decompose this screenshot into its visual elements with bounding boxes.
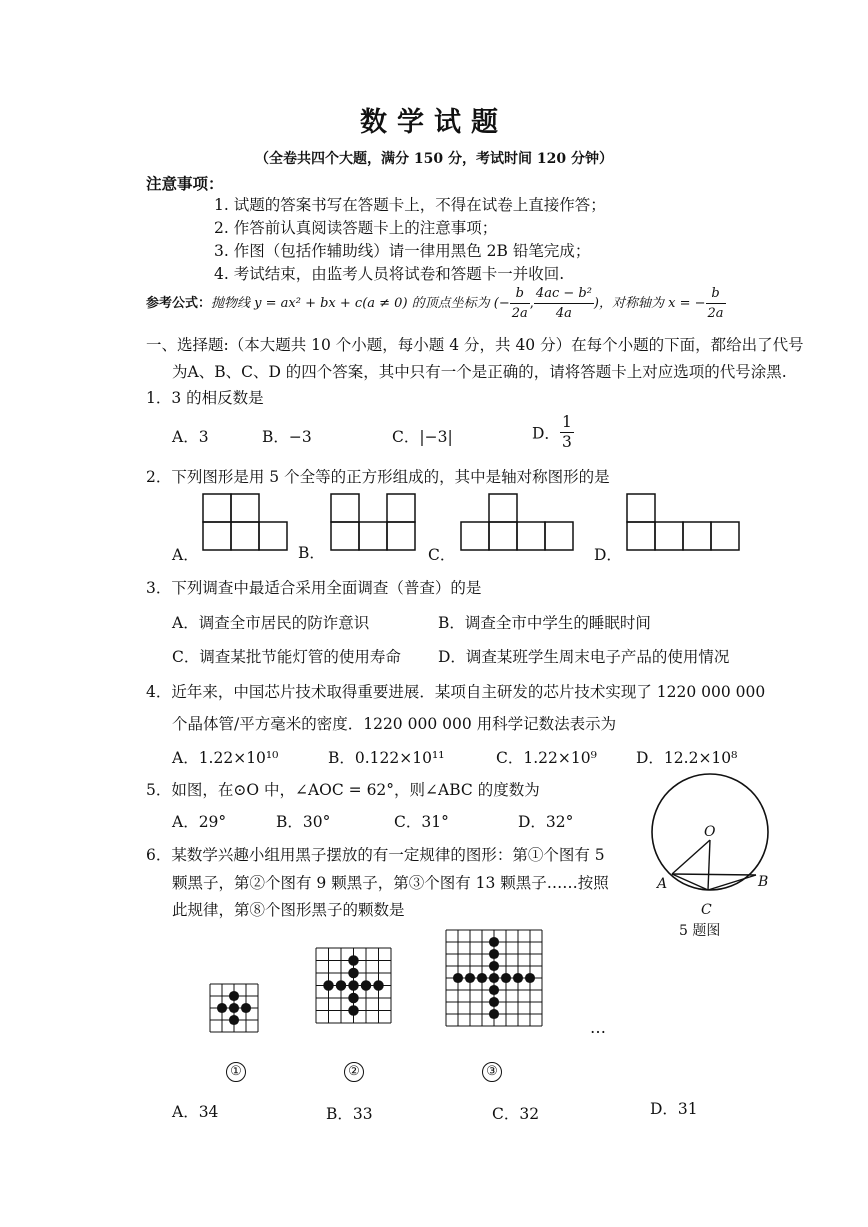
question-4-stem: 4．近年来，中国芯片技术取得重要进展．某项自主研发的芯片技术实现了 1220 000 000 [146, 683, 766, 701]
note-item: 2. 作答前认真阅读答题卡上的注意事项； [214, 219, 498, 237]
black-stone [489, 937, 499, 947]
q5-option-b: B．30° [276, 813, 331, 831]
black-stone [477, 973, 487, 983]
question-5-stem: 5．如图，在⊙O 中，∠AOC = 62°，则∠ABC 的度数为 [146, 781, 540, 799]
q2-option-c: C． [428, 546, 456, 564]
reference-formula: 参考公式：抛物线 y = ax² + bx + c(a ≠ 0) 的顶点坐标为 (− $\frac{b}{2a}$ , $\frac{\text{4ac − b²}}{4a}$ )，对称轴为 x = − $\frac{b}{2a}$ [146, 286, 724, 321]
pattern-figure-3 [442, 926, 546, 1030]
q5-option-a: A．29° [172, 813, 227, 831]
figure-3-label: ③ [482, 1060, 502, 1082]
black-stone [373, 980, 384, 991]
figure-caption: 5 题图 [679, 923, 721, 939]
page-subtitle: （全卷共四个大题，满分 150 分，考试时间 120 分钟） [255, 151, 613, 167]
formula-label: 参考公式： [146, 296, 212, 311]
formula-text-1: 抛物线 y = ax² + bx + c(a ≠ 0) 的顶点坐标为 (− [211, 296, 510, 311]
q6-option-a: A．34 [172, 1103, 219, 1121]
black-stone [361, 980, 372, 991]
q4-option-c: C．1.22×10⁹ [496, 749, 597, 767]
section-instruction: 为A、B、C、D 的四个答案，其中只有一个是正确的，请将答题卡上对应选项的代号涂黑. [172, 363, 787, 381]
formula-fraction: $\frac{\text{4ac − b²}}{4a}$ [535, 286, 592, 321]
q6-option-d: D．31 [650, 1100, 698, 1118]
page-title: 数学试题 [360, 107, 508, 138]
question-6-stem: 6．某数学兴趣小组用黑子摆放的有一定规律的图形：第①个图有 5 [146, 846, 605, 864]
q3-option-b: B．调查全市中学生的睡眠时间 [438, 614, 651, 632]
question-1-stem: 1．3 的相反数是 [146, 389, 264, 407]
black-stone [453, 973, 463, 983]
notes-heading: 注意事项： [146, 174, 224, 193]
label-a: A [657, 876, 668, 892]
q2-figure-b [330, 493, 420, 553]
q1-option-c: C．|−3| [392, 428, 453, 446]
q2-option-a: A． [172, 546, 199, 564]
question-4-stem: 个晶体管/平方毫米的密度．1220 000 000 用科学记数法表示为 [172, 715, 617, 733]
note-item: 4. 考试结束，由监考人员将试卷和答题卡一并收回. [214, 265, 565, 283]
q5-option-c: C．31° [394, 813, 449, 831]
q3-option-d: D．调查某班学生周末电子产品的使用情况 [438, 648, 730, 666]
q5-option-d: D．32° [518, 813, 574, 831]
q3-option-c: C．调查某批节能灯管的使用寿命 [172, 648, 401, 666]
q2-figure-c [460, 493, 580, 553]
q3-option-a: A．调查全市居民的防诈意识 [172, 614, 370, 632]
black-stone [489, 997, 499, 1007]
black-stone [465, 973, 475, 983]
q2-figure-a [202, 493, 292, 553]
black-stone [229, 1003, 239, 1013]
q2-option-d: D． [594, 546, 622, 564]
label-c: C [701, 902, 712, 918]
black-stone [348, 993, 359, 1004]
question-3-stem: 3．下列调查中最适合采用全面调查（普查）的是 [146, 579, 482, 597]
black-stone [241, 1003, 251, 1013]
section-instruction: 一、选择题:（本大题共 10 个小题，每小题 4 分，共 40 分）在每个小题的下面，都给出了代号 [146, 336, 804, 354]
q1-option-b: B．−3 [262, 428, 312, 446]
black-stone [348, 955, 359, 966]
label-o: O [704, 824, 716, 840]
q4-option-b: B．0.122×10¹¹ [328, 749, 445, 767]
black-stone [489, 985, 499, 995]
q6-option-b: B．33 [326, 1105, 373, 1123]
black-stone [217, 1003, 227, 1013]
question-6-stem: 颗黑子，第②个图有 9 颗黑子，第③个图有 13 颗黑子……按照 [172, 874, 609, 892]
black-stone [229, 1015, 239, 1025]
formula-text-2: )，对称轴为 x = − [593, 296, 706, 311]
q4-option-a: A．1.22×10¹⁰ [172, 749, 279, 767]
q6-option-c: C．32 [492, 1105, 540, 1123]
black-stone [489, 1009, 499, 1019]
black-stone [229, 991, 239, 1001]
black-stone [336, 980, 347, 991]
black-stone [489, 961, 499, 971]
black-stone [348, 968, 359, 979]
black-stone [348, 980, 359, 991]
q4-option-d: D．12.2×10⁸ [636, 749, 738, 767]
note-item: 3. 作图（包括作辅助线）请一律用黑色 2B 铅笔完成； [214, 242, 591, 260]
black-stone [489, 973, 499, 983]
q1-option-a: A．3 [172, 428, 209, 446]
black-stone [501, 973, 511, 983]
black-stone [323, 980, 334, 991]
black-stone [348, 1005, 359, 1016]
black-stone [513, 973, 523, 983]
q2-figure-d [626, 493, 746, 553]
pattern-figure-2 [312, 944, 395, 1027]
formula-fraction: $\frac{b}{2a}$ [511, 286, 528, 321]
black-stone [489, 949, 499, 959]
question-2-stem: 2．下列图形是用 5 个全等的正方形组成的，其中是轴对称图形的是 [146, 468, 610, 486]
q5-circle-figure [650, 760, 770, 920]
black-stone [525, 973, 535, 983]
question-6-stem: 此规律，第⑧个图形黑子的颗数是 [172, 901, 405, 919]
q1-option-d: D． $\frac{1}{3}$ [532, 413, 572, 451]
q2-option-b: B． [298, 544, 325, 562]
formula-fraction: $\frac{b}{2a}$ [707, 286, 724, 321]
note-item: 1. 试题的答案书写在答题卡上，不得在试卷上直接作答； [214, 196, 606, 214]
pattern-figure-1 [206, 980, 262, 1036]
figure-1-label: ① [226, 1060, 246, 1082]
ellipsis: … [590, 1018, 606, 1037]
label-b: B [758, 874, 769, 890]
figure-2-label: ② [344, 1060, 364, 1082]
